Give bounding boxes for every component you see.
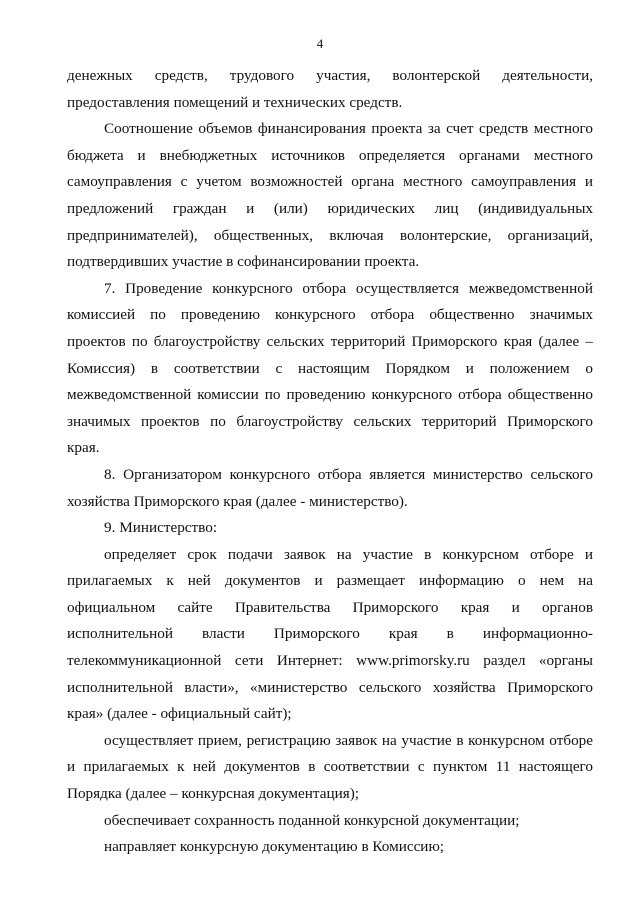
text-line: самоуправления с учетом возможностей органа местного самоуправления и (67, 173, 593, 191)
text-line: официальном сайте Правительства Приморского края и органов (67, 598, 593, 616)
text-line: определяет срок подачи заявок на участие в конкурсном отборе и (104, 545, 593, 563)
text-line: обеспечивает сохранность поданной конкурсной документации; (104, 811, 520, 829)
text-line: Соотношение объемов финансирования проекта за счет средств местного (104, 120, 593, 138)
text-line: предоставления помещений и технических средств. (67, 93, 403, 111)
text-line: 8. Организатором конкурсного отбора является министерство сельского (104, 465, 593, 483)
text-line: подтвердивших участие в софинансировании проекта. (67, 253, 420, 271)
text-line: прилагаемых к ней документов и размещает информацию о нем на (67, 572, 593, 590)
text-line: исполнительной власти», «министерство сельского хозяйства Приморского (67, 678, 593, 696)
text-line: бюджета и внебюджетных источников определяется органами местного (67, 146, 593, 164)
text-line: 7. Проведение конкурсного отбора осуществляется межведомственной (104, 279, 593, 297)
text-line: предложений граждан и (или) юридических лиц (индивидуальных (67, 199, 593, 217)
page-number: 4 (316, 36, 324, 51)
text-line: межведомственной комиссии по проведению конкурсного отбора общественно (67, 386, 593, 404)
text-line: направляет конкурсную документацию в Комиссию; (104, 838, 445, 856)
text-line: предпринимателей), общественных, включая волонтерские, организаций, (67, 226, 593, 244)
text-line: телекоммуникационной сети Интернет: www.primorsky.ru раздел «органы (67, 652, 593, 670)
text-line: комиссией по проведению конкурсного отбора общественно значимых (67, 306, 593, 324)
text-line: проектов по благоустройству сельских территорий Приморского края (далее – (67, 332, 593, 350)
text-line: Комиссия) в соответствии с настоящим Порядком и положением о (67, 359, 593, 377)
text-line: значимых проектов по благоустройству сельских территорий Приморского (67, 412, 593, 430)
text-line: хозяйства Приморского края (далее - министерство). (67, 492, 408, 510)
text-line: края. (67, 439, 100, 457)
text-line: осуществляет прием, регистрацию заявок на участие в конкурсном отборе (104, 731, 593, 749)
text-line: и прилагаемых к ней документов в соответствии с пунктом 11 настоящего (67, 758, 593, 776)
text-line: 9. Министерство: (104, 519, 218, 537)
text-line: края» (далее - официальный сайт); (67, 705, 292, 723)
text-line: исполнительной власти Приморского края в информационно- (67, 625, 593, 643)
body-text (67, 63, 593, 861)
text-line: Порядка (далее – конкурсная документация); (67, 785, 359, 803)
text-line: денежных средств, трудового участия, волонтерской деятельности, (67, 67, 593, 84)
